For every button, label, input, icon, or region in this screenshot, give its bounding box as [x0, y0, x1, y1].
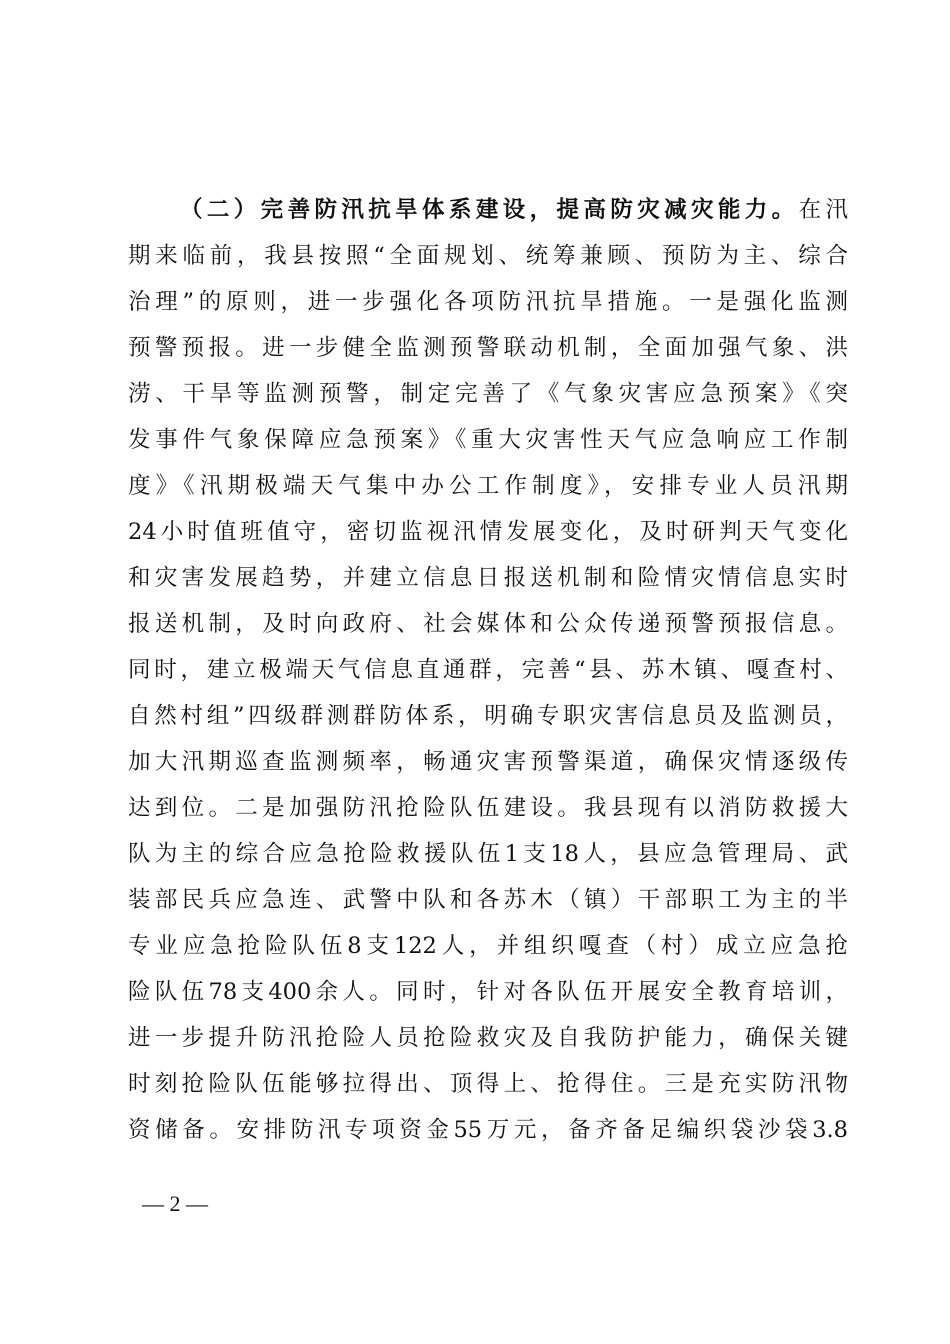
paragraph-line: 专业应急抢险队伍8支122人，并组织嘎查（村）成立应急抢 — [128, 933, 848, 959]
paragraph-line: 和灾害发展趋势，并建立信息日报送机制和险情灾情信息实时 — [128, 565, 848, 591]
paragraph-line: 期来临前，我县按照“全面规划、统筹兼顾、预防为主、综合 — [128, 243, 848, 269]
paragraph-line: 达到位。二是加强防汛抢险队伍建设。我县现有以消防救援大 — [128, 795, 848, 821]
paragraph-line: 同时，建立极端天气信息直通群，完善“县、苏木镇、嘎查村、 — [128, 657, 848, 683]
paragraph-line — [128, 187, 848, 233]
paragraph-line: 自然村组”四级群测群防体系，明确专职灾害信息员及监测员， — [128, 703, 848, 729]
section-heading: （二）完善防汛抗旱体系建设，提高防灾减灾能力。 — [180, 197, 799, 223]
paragraph-line: 队为主的综合应急抢险救援队伍1支18人，县应急管理局、武 — [128, 841, 848, 867]
paragraph-line: 度》《汛期极端天气集中办公工作制度》，安排专业人员汛期 — [128, 473, 848, 499]
paragraph-line: 装部民兵应急连、武警中队和各苏木（镇）干部职工为主的半 — [128, 887, 848, 913]
paragraph-line: 24小时值班值守，密切监视汛情发展变化，及时研判天气变化 — [128, 519, 848, 545]
paragraph-line: 涝、干旱等监测预警，制定完善了《气象灾害应急预案》《突 — [128, 381, 848, 407]
paragraph-line: 加大汛期巡查监测频率，畅通灾害预警渠道，确保灾情逐级传 — [128, 749, 848, 775]
page-number: — 2 — — [142, 1191, 208, 1216]
body-text — [128, 187, 848, 1153]
paragraph-line: 发事件气象保障应急预案》《重大灾害性天气应急响应工作制 — [128, 427, 848, 453]
paragraph-line: 治理”的原则，进一步强化各项防汛抗旱措施。一是强化监测 — [128, 289, 848, 315]
paragraph-line: 进一步提升防汛抢险人员抢险救灾及自我防护能力，确保关键 — [128, 1025, 848, 1051]
line-text: 在汛 — [798, 197, 848, 223]
paragraph-line: 资储备。安排防汛专项资金55万元，备齐备足编织袋沙袋3.8 — [128, 1117, 848, 1143]
paragraph-line: 预警预报。进一步健全监测预警联动机制，全面加强气象、洪 — [128, 335, 848, 361]
paragraph-line: 时刻抢险队伍能够拉得出、顶得上、抢得住。三是充实防汛物 — [128, 1071, 848, 1097]
paragraph-line: 险队伍78支400余人。同时，针对各队伍开展安全教育培训， — [128, 979, 848, 1005]
paragraph-line: 报送机制，及时向政府、社会媒体和公众传递预警预报信息。 — [128, 611, 848, 637]
